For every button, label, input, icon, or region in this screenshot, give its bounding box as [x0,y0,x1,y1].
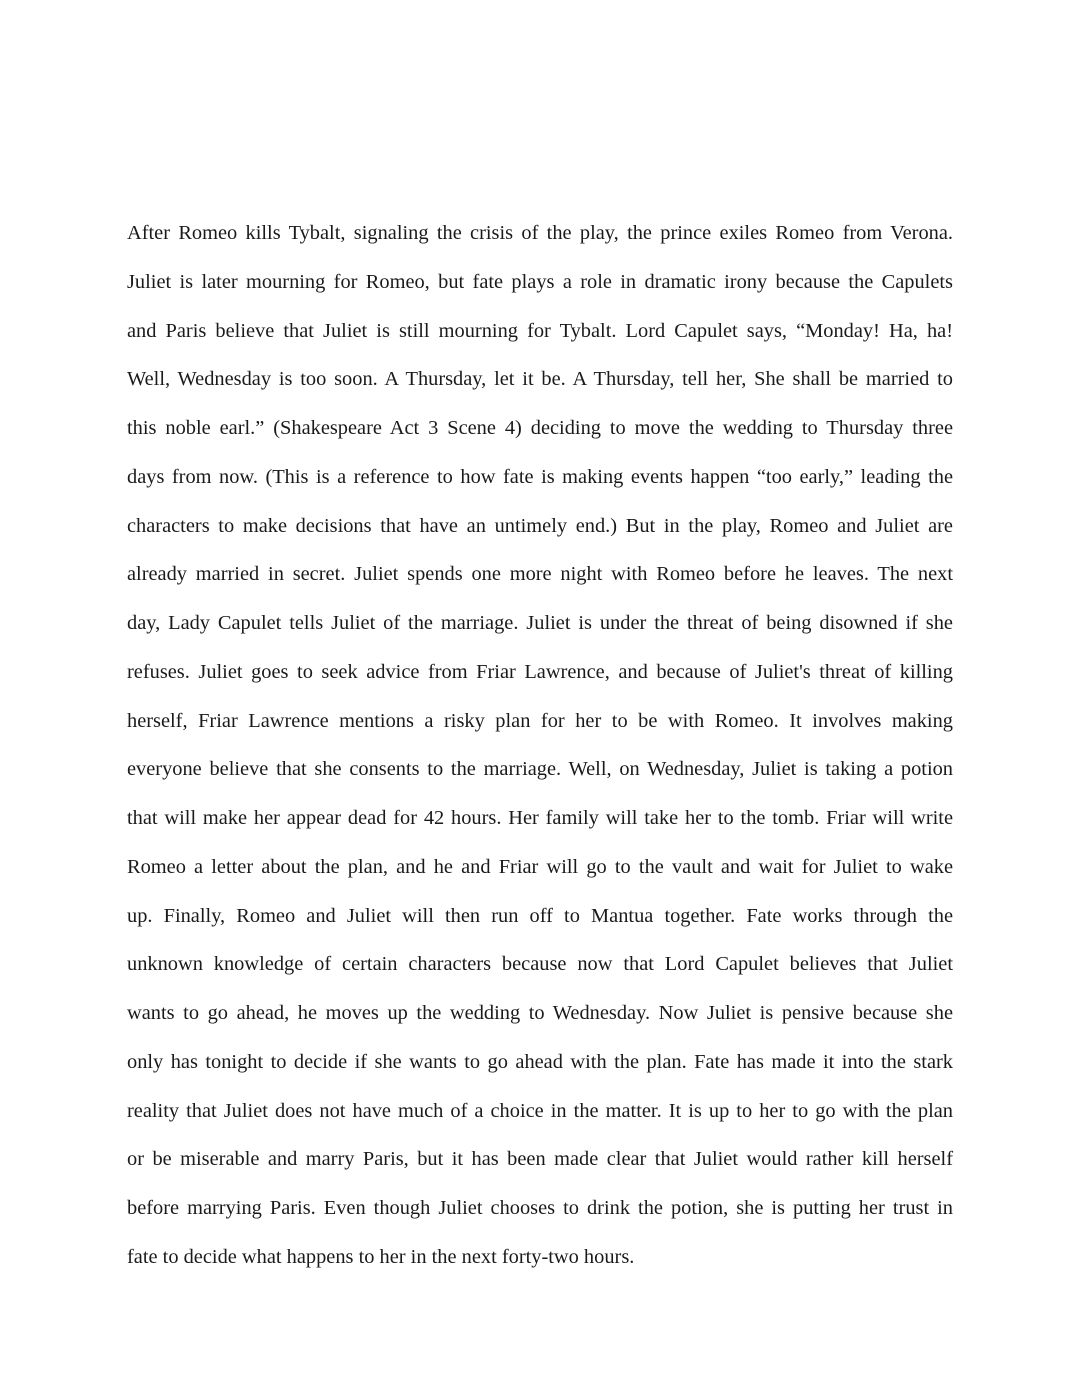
text-line: days from now. (This is a reference to how fate is making events happen “too early,” leading the [127,465,953,488]
text-line: Juliet is later mourning for Romeo, but fate plays a role in dramatic irony because the Capulets [127,270,953,293]
text-line: unknown knowledge of certain characters because now that Lord Capulet believes that Juliet [127,953,953,976]
essay-paragraph [127,209,953,1282]
text-line: wants to go ahead, he moves up the wedding to Wednesday. Now Juliet is pensive because she [127,1002,953,1024]
text-line: that will make her appear dead for 42 hours. Her family will take her to the tomb. Friar will write [127,807,953,829]
text-line: up. Finally, Romeo and Juliet will then run off to Mantua together. Fate works through the [127,904,953,927]
text-line: day, Lady Capulet tells Juliet of the marriage. Juliet is under the threat of being disowned if she [127,612,953,634]
text-line: or be miserable and marry Paris, but it has been made clear that Juliet would rather kill herself [127,1148,953,1171]
text-line: already married in secret. Juliet spends one more night with Romeo before he leaves. The next [127,563,953,586]
text-line: fate to decide what happens to her in the next forty-two hours. [127,1245,635,1268]
text-line: After Romeo kills Tybalt, signaling the crisis of the play, the prince exiles Romeo from Verona. [127,222,953,244]
text-line: Romeo a letter about the plan, and he and Friar will go to the vault and wait for Juliet to wake [127,855,953,878]
text-line: Well, Wednesday is too soon. A Thursday, let it be. A Thursday, tell her, She shall be married to [127,368,953,391]
text-line: and Paris believe that Juliet is still mourning for Tybalt. Lord Capulet says, “Monday! Ha, ha! [127,319,953,342]
text-line: only has tonight to decide if she wants to go ahead with the plan. Fate has made it into the stark [127,1050,953,1073]
text-line: herself, Friar Lawrence mentions a risky plan for her to be with Romeo. It involves making [127,709,953,732]
text-line: refuses. Juliet goes to seek advice from Friar Lawrence, and because of Juliet's threat of killing [127,660,953,683]
text-line: this noble earl.” (Shakespeare Act 3 Scene 4) deciding to move the wedding to Thursday three [127,417,953,439]
text-line: characters to make decisions that have an untimely end.) But in the play, Romeo and Juliet are [127,514,953,537]
text-line: reality that Juliet does not have much of a choice in the matter. It is up to her to go with the plan [127,1099,953,1122]
text-line: before marrying Paris. Even though Juliet chooses to drink the potion, she is putting her trust in [127,1197,953,1219]
text-line: everyone believe that she consents to the marriage. Well, on Wednesday, Juliet is taking a potion [127,758,953,781]
